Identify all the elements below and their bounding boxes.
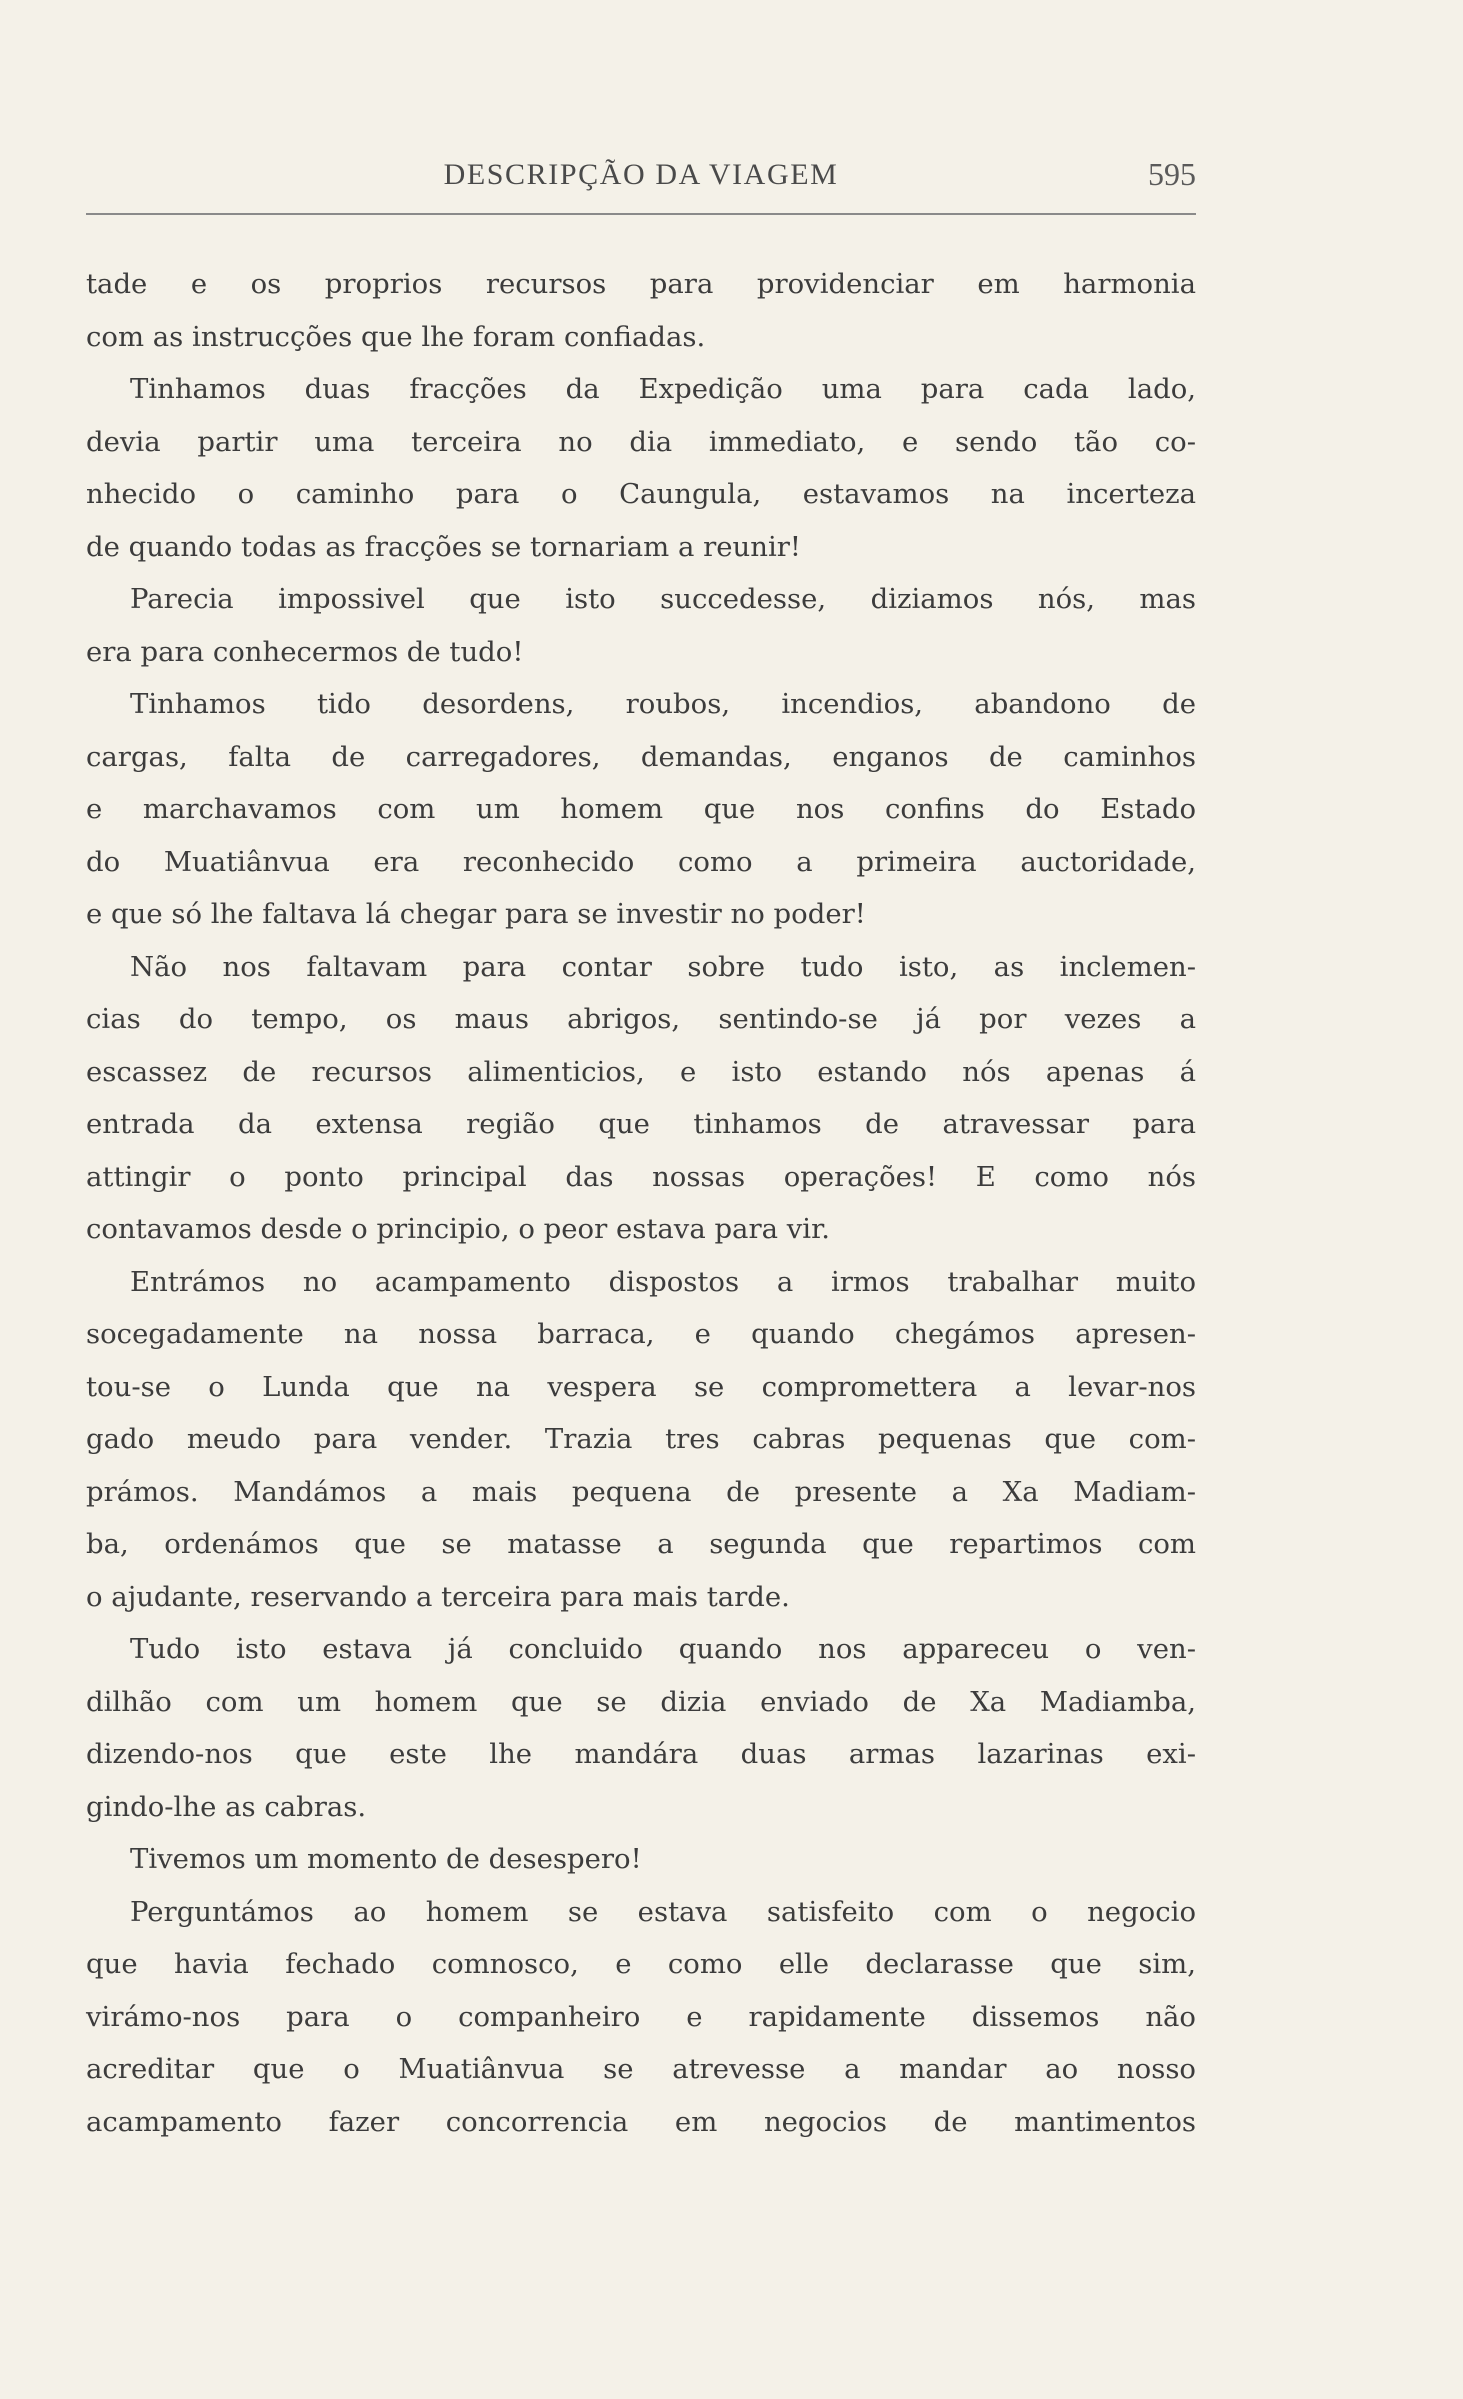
text-line: Parecia impossivel que isto succedesse, diziamos nós, mas: [130, 583, 1196, 615]
text-line: prámos. Mandámos a mais pequena de presente a Xa Madiam-: [86, 1475, 1196, 1508]
text-line: ba, ordenámos que se matasse a segunda que repartimos com: [86, 1528, 1196, 1560]
text-line: com as instrucções que lhe foram confiadas.: [86, 320, 706, 353]
text-line: nhecido o caminho para o Caungula, estavamos na incerteza: [86, 478, 1196, 510]
text-line: dizendo-nos que este lhe mandára duas armas lazarinas exi-: [86, 1738, 1196, 1770]
running-head: [86, 150, 1196, 200]
text-line: do Muatiânvua era reconhecido como a primeira auctoridade,: [86, 845, 1196, 878]
text-line: de quando todas as fracções se tornariam a reunir!: [86, 530, 801, 563]
text-line: Entrámos no acampamento dispostos a irmos trabalhar muito: [130, 1265, 1196, 1298]
text-line: gindo-lhe as cabras.: [86, 1790, 367, 1823]
text-line: attingir o ponto principal das nossas operações! E como nós: [86, 1160, 1196, 1193]
text-line: Tinhamos tido desordens, roubos, incendios, abandono de: [130, 688, 1196, 720]
page-number: 595: [1148, 156, 1196, 192]
text-line: socegadamente na nossa barraca, e quando chegámos apresen-: [86, 1318, 1196, 1350]
text-line: entrada da extensa região que tinhamos de atravessar para: [86, 1108, 1196, 1140]
running-title: DESCRIPÇÃO DA VIAGEM: [443, 158, 839, 191]
text-line: cargas, falta de carregadores, demandas, enganos de caminhos: [86, 740, 1196, 773]
text-line: escassez de recursos alimenticios, e isto estando nós apenas á: [86, 1055, 1196, 1088]
text-line: Tudo isto estava já concluido quando nos appareceu o ven-: [130, 1633, 1196, 1665]
text-line: virámo-nos para o companheiro e rapidamente dissemos não: [86, 2000, 1196, 2033]
text-line: Não nos faltavam para contar sobre tudo isto, as inclemen-: [130, 950, 1196, 983]
text-line: era para conhecermos de tudo!: [86, 635, 524, 668]
text-line: o ajudante, reservando a terceira para mais tarde.: [86, 1580, 790, 1613]
text-line: e marchavamos com um homem que nos confins do Estado: [86, 793, 1196, 825]
text-line: acampamento fazer concorrencia em negocios de mantimentos: [86, 2105, 1196, 2138]
text-line: Tivemos um momento de desespero!: [130, 1843, 642, 1875]
header-rule: [86, 213, 1196, 215]
text-line: dilhão com um homem que se dizia enviado de Xa Madiamba,: [86, 1685, 1196, 1718]
text-line: devia partir uma terceira no dia immediato, e sendo tão co-: [86, 425, 1196, 458]
text-line: que havia fechado comnosco, e como elle declarasse que sim,: [86, 1948, 1196, 1980]
text-line: tou-se o Lunda que na vespera se compromettera a levar-nos: [86, 1370, 1196, 1403]
text-line: acreditar que o Muatiânvua se atrevesse a mandar ao nosso: [86, 2053, 1196, 2085]
text-line: e que só lhe faltava lá chegar para se investir no poder!: [86, 898, 866, 930]
text-line: tade e os proprios recursos para providenciar em harmonia: [86, 268, 1196, 300]
text-line: Tinhamos duas fracções da Expedição uma para cada lado,: [130, 373, 1196, 405]
text-line: cias do tempo, os maus abrigos, sentindo-se já por vezes a: [86, 1003, 1196, 1035]
body-text: [86, 258, 1196, 2148]
text-line: contavamos desde o principio, o peor estava para vir.: [86, 1213, 830, 1245]
text-line: Perguntámos ao homem se estava satisfeito com o negocio: [130, 1895, 1196, 1928]
text-line: gado meudo para vender. Trazia tres cabras pequenas que com-: [86, 1423, 1196, 1455]
